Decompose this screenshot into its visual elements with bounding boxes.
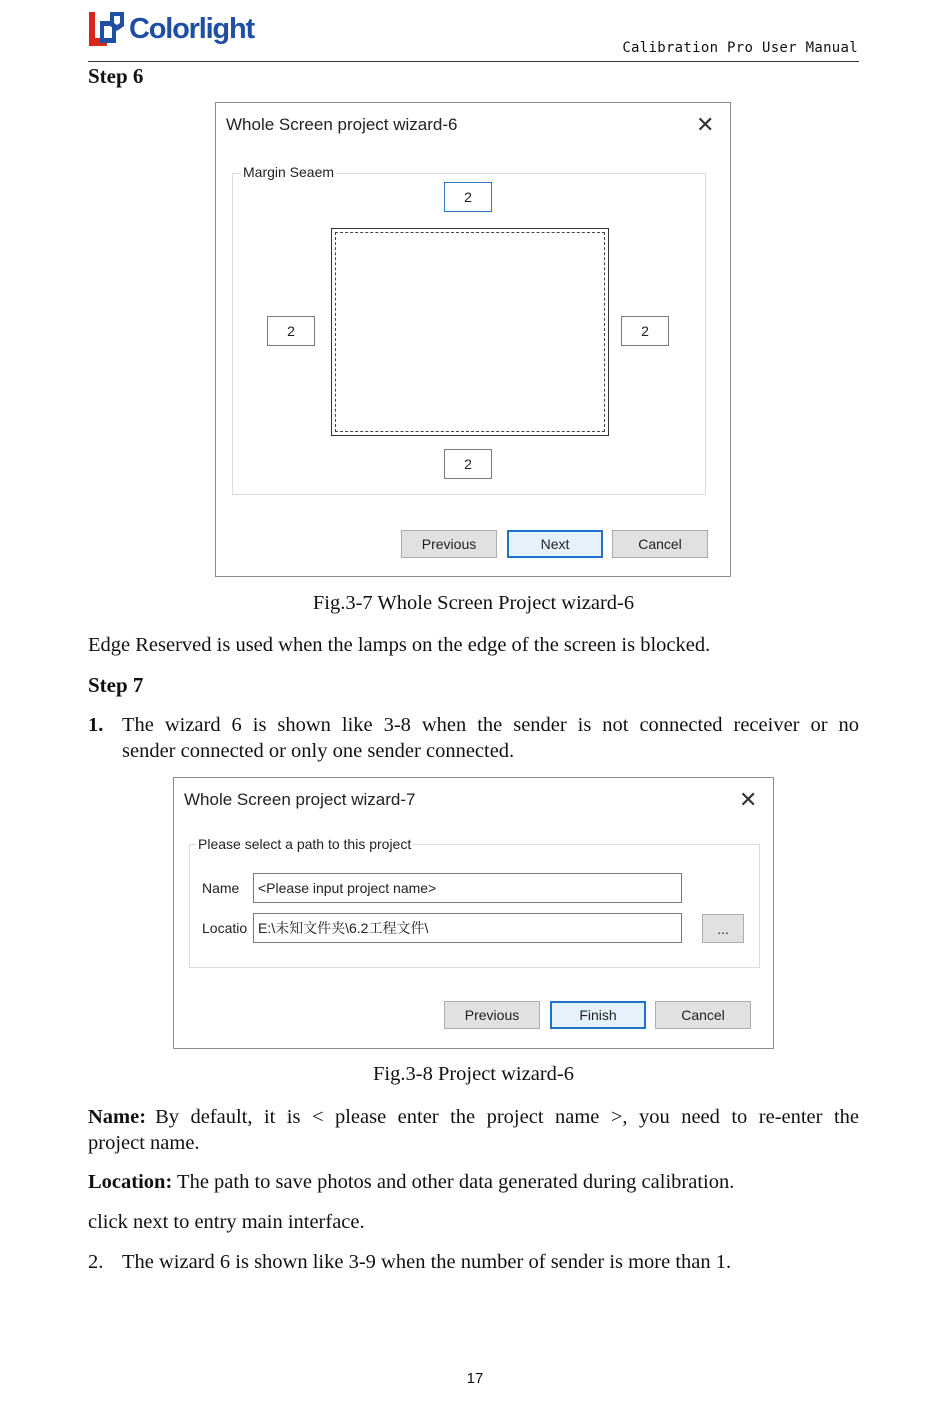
location-term: Location: xyxy=(88,1171,173,1193)
left-margin-input[interactable]: 2 xyxy=(267,316,315,346)
next-button[interactable]: Next xyxy=(507,530,603,558)
name-label: Name xyxy=(202,880,240,896)
previous-button[interactable]: Previous xyxy=(401,530,497,558)
wizard-6-dialog xyxy=(215,102,731,577)
click-next-text: click next to entry main interface. xyxy=(88,1211,365,1233)
project-name-input[interactable]: <Please input project name> xyxy=(253,873,682,903)
path-group-label: Please select a path to this project xyxy=(198,836,412,852)
manual-title: Calibration Pro User Manual xyxy=(622,40,858,56)
step-7-heading: Step 7 xyxy=(88,673,144,697)
colorlight-logo-icon xyxy=(88,9,128,49)
path-groupbox xyxy=(189,844,760,968)
right-margin-input[interactable]: 2 xyxy=(621,316,669,346)
step-6-heading: Step 6 xyxy=(88,64,144,88)
name-term: Name: xyxy=(88,1106,147,1128)
page-number: 17 xyxy=(466,1370,484,1387)
location-label: Locatio xyxy=(202,920,248,936)
previous-button[interactable]: Previous xyxy=(444,1001,540,1029)
item2-text: The wizard 6 is shown like 3-9 when the number of sender is more than 1. xyxy=(122,1251,732,1273)
close-icon[interactable]: ✕ xyxy=(696,112,715,137)
figure-caption-3-7: Fig.3-7 Whole Screen Project wizard-6 xyxy=(312,592,635,614)
name-description-line1 xyxy=(88,1104,859,1130)
logo-wordmark: Colorlight xyxy=(129,13,254,45)
location-input[interactable]: E:\未知文件夹\6.2工程文件\ xyxy=(253,913,682,943)
cancel-button[interactable]: Cancel xyxy=(655,1001,751,1029)
figure-caption-3-8: Fig.3-8 Project wizard-6 xyxy=(373,1063,574,1085)
list-number-2: 2. xyxy=(88,1251,104,1273)
location-description xyxy=(88,1169,734,1195)
dialog-title: Whole Screen project wizard-6 xyxy=(226,115,458,134)
finish-button[interactable]: Finish xyxy=(550,1001,646,1029)
edge-reserved-text: Edge Reserved is used when the lamps on the edge of the screen is blocked. xyxy=(88,634,711,656)
cancel-button[interactable]: Cancel xyxy=(612,530,708,558)
screen-margin-outline xyxy=(335,232,605,432)
item1-line2: sender connected or only one sender connected. xyxy=(122,740,515,762)
screen-preview xyxy=(331,228,609,436)
item1-line1: The wizard 6 is shown like 3-8 when the sender is not connected receiver or no xyxy=(122,714,859,736)
location-description-text: The path to save photos and other data generated during calibration. xyxy=(177,1171,735,1193)
name-description-line2: project name. xyxy=(88,1132,200,1154)
list-number-1: 1. xyxy=(88,714,104,736)
colorlight-logo xyxy=(88,8,254,50)
margin-group-label: Margin Seaem xyxy=(243,164,335,180)
wizard-7-dialog xyxy=(173,777,774,1049)
close-icon[interactable]: ✕ xyxy=(739,787,758,812)
dialog-title: Whole Screen project wizard-7 xyxy=(184,790,416,809)
bottom-margin-input[interactable]: 2 xyxy=(444,449,492,479)
name-description: By default, it is < please enter the project name >, you need to re-enter the xyxy=(155,1106,859,1128)
header-divider xyxy=(88,61,859,62)
top-margin-input[interactable]: 2 xyxy=(444,182,492,212)
browse-button[interactable]: ... xyxy=(702,914,744,943)
